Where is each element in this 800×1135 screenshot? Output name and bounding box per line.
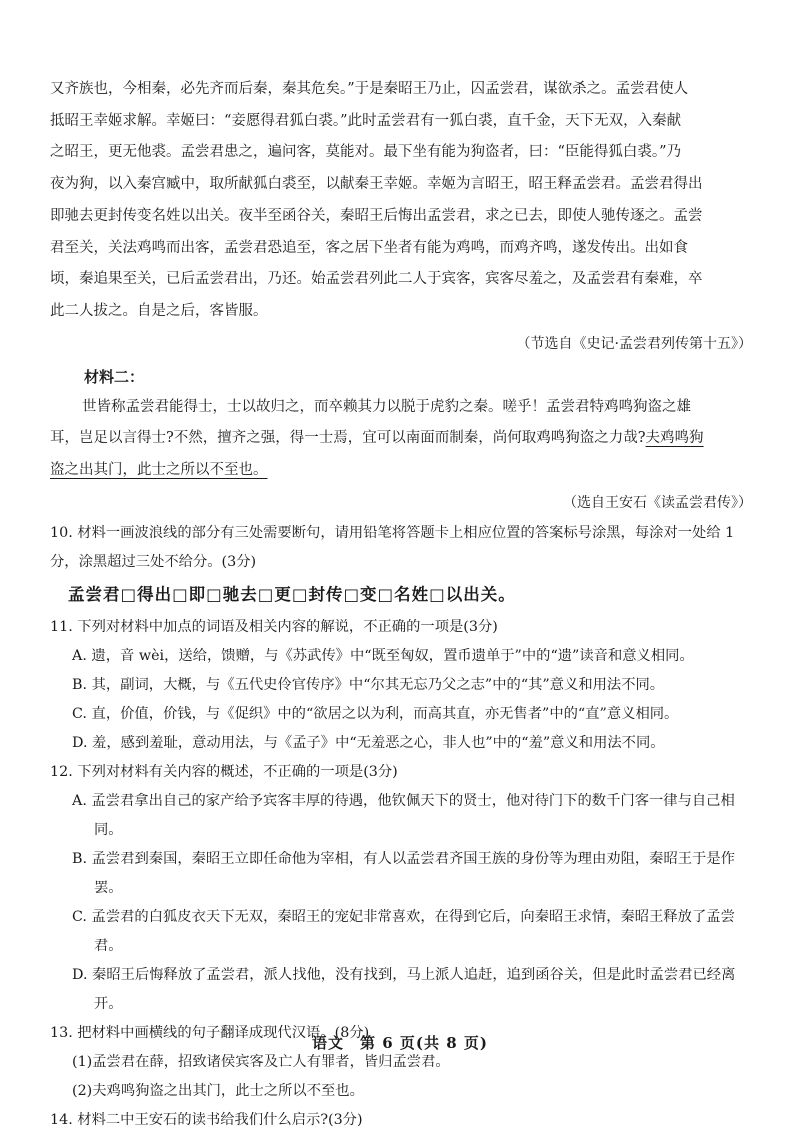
option-b (72, 845, 756, 903)
option-c (72, 903, 756, 961)
question-stem: 12. 下列对材料有关内容的概述，不正确的一项是(3分) (50, 763, 398, 780)
option-a: A. 遗，音 wèi，送给，馈赠，与《苏武传》中“既至匈奴，置币遗单于”中的“遗”读音和意义相同。 (72, 647, 694, 664)
passage-line: 即驰去更封传变名姓以出关。夜半至函谷关，秦昭王后悔出孟尝君，求之已去，即使人驰传逐之。孟尝 (50, 207, 703, 224)
option-text: A. 孟尝君拿出自己的家产给予宾客丰厚的待遇，他钦佩天下的贤士，他对待门下的数千门客一律与自己相 (72, 792, 735, 809)
option-d: D. 羞，感到羞耻，意动用法，与《孟子》中“无羞恶之心，非人也”中的“羞”意义和用法不同。 (72, 734, 665, 751)
passage-line: 夜为狗，以入秦宫臧中，取所献狐白裘至，以献秦王幸姬。幸姬为言昭王，昭王释孟尝君。孟尝君得出 (50, 176, 703, 193)
page-footer: 语文 第 6 页(共 8 页) (312, 1034, 488, 1052)
question-stem: 分，涂黑超过三处不给分。(3分) (50, 553, 257, 570)
underlined-sentence: 盗之出其门，此士之所以不至也。 (50, 462, 268, 479)
question-12 (50, 758, 756, 1019)
question-stem: 14. 材料二中王安石的读书给我们什么启示?(3分) (50, 1111, 363, 1128)
passage-1 (50, 74, 756, 328)
sentence-to-punctuate: 孟尝君□得出□即□驰去□更□封传□变□名姓□以出关。 (68, 584, 516, 604)
option-c: C. 直，价值，价钱，与《促织》中的“欲居之以为利，而高其直，亦无售者”中的“直”意义相同。 (72, 705, 679, 722)
passage-line (50, 423, 756, 455)
option-a (72, 787, 756, 845)
sub-item: (2)夫鸡鸣狗盗之出其门，此士之所以不至也。 (72, 1082, 364, 1099)
passage-line: 顷，秦追果至关，已后孟尝君出，乃还。始孟尝君列此二人于宾客，宾客尽羞之，及孟尝君有秦难，卒 (50, 271, 703, 288)
passage-line: 抵昭王幸姬求解。幸姬曰：“妾愿得君狐白裘。”此时孟尝君有一狐白裘，直千金，天下无双，入秦献 (50, 112, 682, 129)
option-text-cont: 同。 (94, 821, 123, 838)
passage-1-source: （节选自《史记·孟尝君列传第十五》） (516, 335, 752, 352)
passage-text: 耳，岂足以言得士?不然，擅齐之强，得一士焉，宜可以南面而制秦，尚何取鸡鸣狗盗之力哉? (50, 430, 646, 447)
question-stem: 10. 材料一画波浪线的部分有三处需要断句，请用铅笔将答题卡上相应位置的答案标号涂黑，每涂对一处给 1 (50, 524, 735, 541)
passage-2 (50, 392, 756, 487)
option-text: D. 秦昭王后悔释放了孟尝君，派人找他，没有找到，马上派人追赶，追到函谷关，但是此时孟尝君已经离 (72, 966, 736, 983)
question-11 (50, 613, 756, 758)
passage-line (50, 455, 756, 487)
passage-2-source: （选自王安石《读孟尝君传》） (563, 494, 752, 511)
sub-item: (1)孟尝君在薛，招致诸侯宾客及亡人有罪者，皆归孟尝君。 (72, 1053, 450, 1070)
option-text: B. 孟尝君到秦国，秦昭王立即任命他为宰相，有人以孟尝君齐国王族的身份等为理由劝阻，秦昭王于是作 (72, 850, 735, 867)
passage-line: 世皆称孟尝君能得士，士以故归之，而卒赖其力以脱于虎豹之秦。嗟乎！孟尝君特鸡鸣狗盗之雄 (82, 398, 691, 415)
option-text: C. 孟尝君的白狐皮衣天下无双，秦昭王的宠妃非常喜欢，在得到它后，向秦昭王求情，秦昭王释放了孟尝 (72, 908, 735, 925)
passage-line: 君至关，关法鸡鸣而出客，孟尝君恐追至，客之居下坐者有能为鸡鸣，而鸡齐鸣，遂发传出。出如食 (50, 239, 688, 256)
option-b: B. 其，副词，大概，与《五代史伶官传序》中“尔其无忘乃父之志”中的“其”意义和用法不同。 (72, 676, 665, 693)
question-14 (50, 1106, 756, 1135)
option-text-cont: 罢。 (94, 879, 123, 896)
passage-line: 之昭王，更无他裘。孟尝君患之，遍问客，莫能对。最下坐有能为狗盗者，曰：“臣能得狐白裘。”乃 (50, 144, 682, 161)
option-text-cont: 君。 (94, 937, 123, 954)
question-stem: 11. 下列对材料中加点的词语及相关内容的解说，不正确的一项是(3分) (50, 618, 498, 635)
option-d (72, 961, 756, 1019)
passage-line: 又齐族也，今相秦，必先齐而后秦，秦其危矣。”于是秦昭王乃止，囚孟尝君，谋欲杀之。孟尝君使人 (50, 81, 689, 97)
material-2-heading: 材料二： (84, 367, 145, 386)
question-10 (50, 519, 756, 613)
passage-line: 此二人拔之。自是之后，客皆服。 (50, 302, 268, 319)
question-stem: 13. 把材料中画横线的句子翻译成现代汉语。(8分) (50, 1024, 370, 1041)
underlined-sentence: 夫鸡鸣狗 (645, 430, 704, 447)
option-text-cont: 开。 (94, 995, 123, 1012)
